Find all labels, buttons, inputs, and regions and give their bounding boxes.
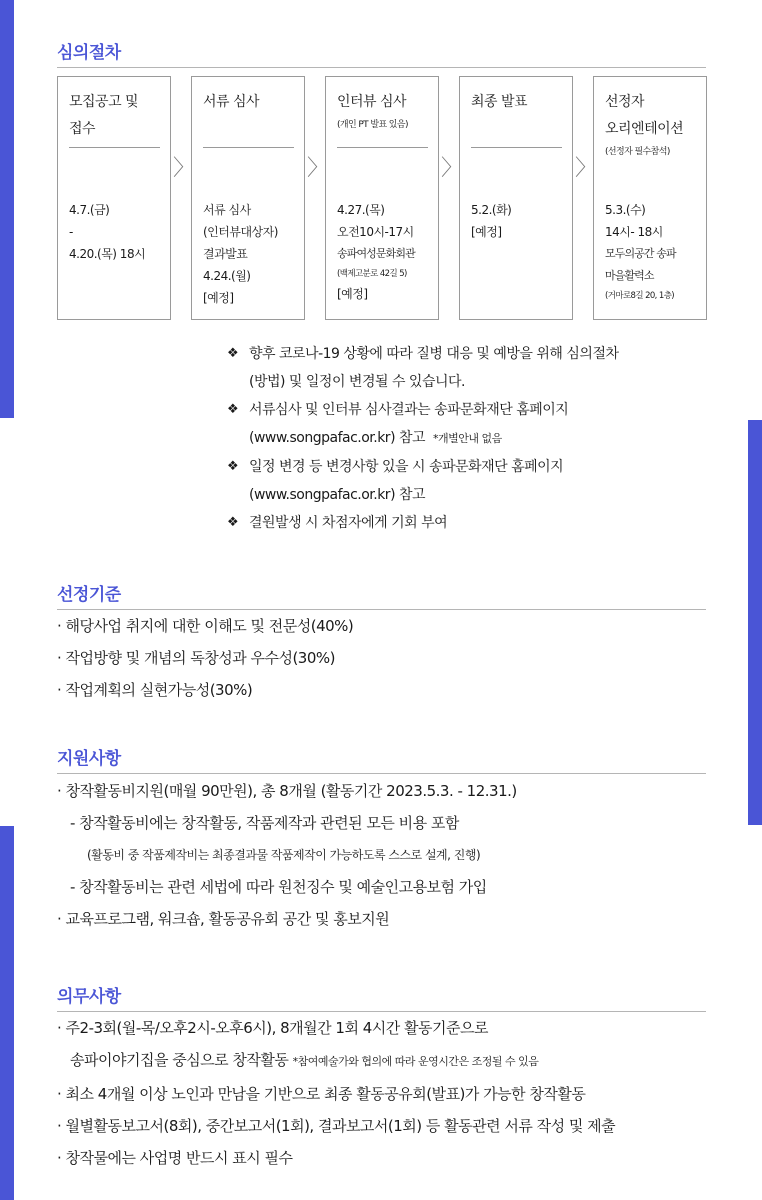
step-orientation [593, 76, 707, 320]
step-interview [325, 76, 439, 320]
list-subitem: - 창작활동비에는 창작활동, 작품제작과 관련된 모든 비용 포함 [70, 814, 459, 832]
note-text: 서류심사 및 인터뷰 심사결과는 송파문화재단 홈페이지 [249, 402, 569, 418]
criteria-list [57, 610, 717, 706]
list-item: · 최소 4개월 이상 노인과 만남을 기반으로 최종 활동공유회(발표)가 가능한 창작활동 [57, 1085, 586, 1103]
left-accent-bar-bottom [0, 826, 14, 1200]
chevron-right-icon: 〉 [173, 156, 196, 181]
list-item: · 작업계획의 실현가능성(30%) [57, 681, 253, 699]
diamond-bullet-icon: ❖ [227, 459, 239, 474]
section-title-duties: 의무사항 [57, 982, 706, 1012]
support-list [57, 775, 717, 935]
step-title: 서류 심사 [203, 94, 260, 110]
list-item: · 창작물에는 사업명 반드시 표시 필수 [57, 1149, 293, 1167]
section-title-criteria: 선정기준 [57, 580, 706, 610]
step-status: [예정] [203, 291, 234, 305]
note-text: 향후 코로나-19 상황에 따라 질병 대응 및 예방을 위해 심의절차 [249, 346, 619, 362]
step-detail [605, 199, 702, 305]
step-date: 서류 심사 (인터뷰대상자) 결과발표 4.24.(월) [203, 203, 278, 283]
step-date: 5.2.(화) [예정] [471, 203, 512, 239]
step-address: (백제고분로 42길 5) [337, 269, 407, 279]
diamond-bullet-icon: ❖ [227, 402, 239, 417]
list-item: · 작업방향 및 개념의 독창성과 우수성(30%) [57, 649, 336, 667]
step-recruitment [57, 76, 171, 320]
procedure-notes [227, 340, 717, 537]
list-item-cont [57, 1044, 717, 1078]
chevron-right-icon: 〉 [441, 156, 464, 181]
step-detail [69, 199, 166, 265]
step-date: 4.7.(금) - 4.20.(목) 18시 [69, 203, 146, 261]
step-title: 인터뷰 심사 [337, 94, 407, 110]
note-text-cont: (www.songpafac.or.kr) 참고 [249, 487, 426, 503]
diamond-bullet-icon: ❖ [227, 515, 239, 530]
list-item: · 교육프로그램, 워크숍, 활동공유회 공간 및 홍보지원 [57, 910, 390, 928]
step-divider [471, 147, 562, 148]
list-item: · 해당사업 취지에 대한 이해도 및 전문성(40%) [57, 617, 354, 635]
step-status: [예정] [337, 287, 368, 301]
duties-list [57, 1012, 717, 1174]
note-text-cont: (방법) 및 일정이 변경될 수 있습니다. [249, 374, 465, 390]
section-title-support: 지원사항 [57, 744, 706, 774]
step-detail [203, 199, 300, 309]
note-text: 결원발생 시 차점자에게 기회 부여 [249, 515, 448, 531]
diamond-bullet-icon: ❖ [227, 346, 239, 361]
note-text-cont: (www.songpafac.or.kr) 참고 [249, 430, 426, 446]
note-item [227, 396, 717, 453]
list-item-note: *참여예술가와 협의에 따라 운영시간은 조정될 수 있음 [292, 1055, 539, 1068]
note-subtext: *개별안내 없음 [432, 432, 502, 445]
step-divider [203, 147, 294, 148]
step-date: 4.27.(목) 오전10시-17시 [337, 203, 414, 239]
note-item [227, 453, 717, 509]
step-address: (거마로8길 20, 1층) [605, 291, 675, 301]
step-venue: 송파여성문화회관 [337, 247, 415, 260]
list-subnote: (활동비 중 작품제작비는 최종결과물 작품제작이 가능하도록 스스로 설계, 진행) [87, 848, 481, 862]
step-venue: 모두의공간 송파 마을활력소 [605, 247, 676, 282]
chevron-right-icon: 〉 [307, 156, 330, 181]
chevron-right-icon: 〉 [575, 156, 598, 181]
list-subitem: - 창작활동비는 관련 세법에 따라 원천징수 및 예술인고용보험 가입 [70, 878, 487, 896]
procedure-steps [57, 76, 707, 322]
step-title: 최종 발표 [471, 94, 528, 110]
note-item [227, 509, 717, 537]
step-title: 모집공고 및 접수 [69, 94, 139, 137]
left-accent-bar-top [0, 0, 14, 418]
list-item: · 월별활동보고서(8회), 중간보고서(1회), 결과보고서(1회) 등 활동관련 서류 작성 및 제출 [57, 1117, 616, 1135]
step-final-announcement [459, 76, 573, 320]
step-note: (선정자 필수참석) [605, 147, 670, 157]
note-item [227, 340, 717, 396]
step-document-review [191, 76, 305, 320]
step-date: 5.3.(수) 14시- 18시 [605, 203, 663, 239]
step-divider [69, 147, 160, 148]
right-accent-bar [748, 420, 762, 825]
list-item: · 주2-3회(월-목/오후2시-오후6시), 8개월간 1회 4시간 활동기준으로 [57, 1019, 488, 1037]
step-note: (개인 PT 발표 있음) [337, 120, 408, 130]
list-item: · 창작활동비지원(매월 90만원), 총 8개월 (활동기간 2023.5.3. - 12.31.) [57, 782, 517, 800]
step-title: 선정자 오리엔테이션 [605, 94, 684, 137]
step-detail [337, 199, 434, 305]
step-detail [471, 199, 568, 243]
list-item-cont-text: 송파이야기집을 중심으로 창작활동 [70, 1051, 289, 1069]
step-divider [337, 147, 428, 148]
section-title-procedure: 심의절차 [57, 38, 706, 68]
note-text: 일정 변경 등 변경사항 있을 시 송파문화재단 홈페이지 [249, 459, 564, 475]
